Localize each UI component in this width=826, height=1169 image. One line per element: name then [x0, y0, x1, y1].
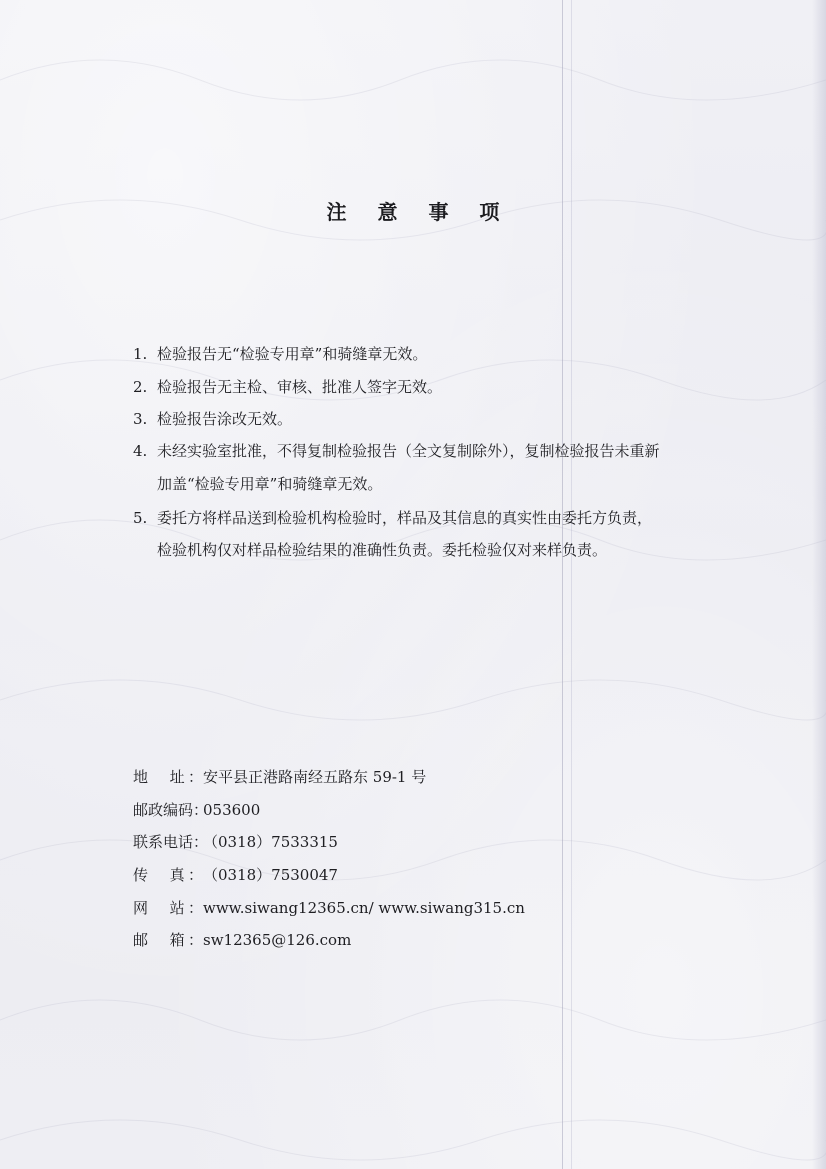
notice-text: 检验报告无主检、审核、批准人签字无效。: [157, 378, 443, 396]
contact-value: 053600: [203, 801, 261, 819]
contact-label: 联系电话：: [133, 833, 209, 851]
contact-postal-code: [133, 799, 260, 821]
notice-number: 5.: [133, 509, 148, 527]
contact-value: （0318）7533315: [203, 833, 338, 851]
fold-line: [562, 0, 563, 1169]
contact-label: 邮政编码：: [133, 801, 209, 819]
contact-address: [133, 766, 426, 788]
contact-label: 网 站：: [133, 899, 203, 917]
notice-item: [133, 343, 733, 365]
contact-fax: [133, 864, 338, 886]
notice-number: 1.: [133, 345, 148, 363]
page-edge-shadow: [812, 0, 826, 1169]
notice-text-continued: 检验机构仅对样品检验结果的准确性负责。委托检验仅对来样负责。: [157, 541, 608, 559]
contact-email: [133, 929, 351, 951]
notice-number: 2.: [133, 378, 148, 396]
contact-website: [133, 897, 525, 919]
notice-item: [133, 408, 733, 430]
contact-label: 邮 箱：: [133, 931, 203, 949]
fold-line: [571, 0, 572, 1169]
notice-text: 未经实验室批准，不得复制检验报告（全文复制除外），复制检验报告未重新: [157, 442, 660, 460]
notice-text: 检验报告无“检验专用章”和骑缝章无效。: [157, 345, 428, 363]
contact-value: 安平县正港路南经五路东 59-1 号: [203, 768, 427, 786]
contact-value: sw12365@126.com: [203, 931, 352, 949]
notice-item: [133, 440, 733, 462]
contact-value: www.siwang12365.cn/ www.siwang315.cn: [203, 899, 525, 917]
notice-item: [133, 507, 733, 529]
notice-text: 委托方将样品送到检验机构检验时，样品及其信息的真实性由委托方负责，: [157, 509, 653, 527]
notice-text: 检验报告涂改无效。: [157, 410, 293, 428]
notice-number: 4.: [133, 442, 148, 460]
contact-label: 地 址：: [133, 768, 203, 786]
notice-number: 3.: [133, 410, 148, 428]
contact-value: （0318）7530047: [203, 866, 338, 884]
notice-text-continued: 加盖“检验专用章”和骑缝章无效。: [157, 475, 383, 493]
page-title: 注 意 事 项: [326, 200, 512, 224]
contact-phone: [133, 831, 338, 853]
contact-label: 传 真：: [133, 866, 203, 884]
notice-item: [133, 376, 733, 398]
